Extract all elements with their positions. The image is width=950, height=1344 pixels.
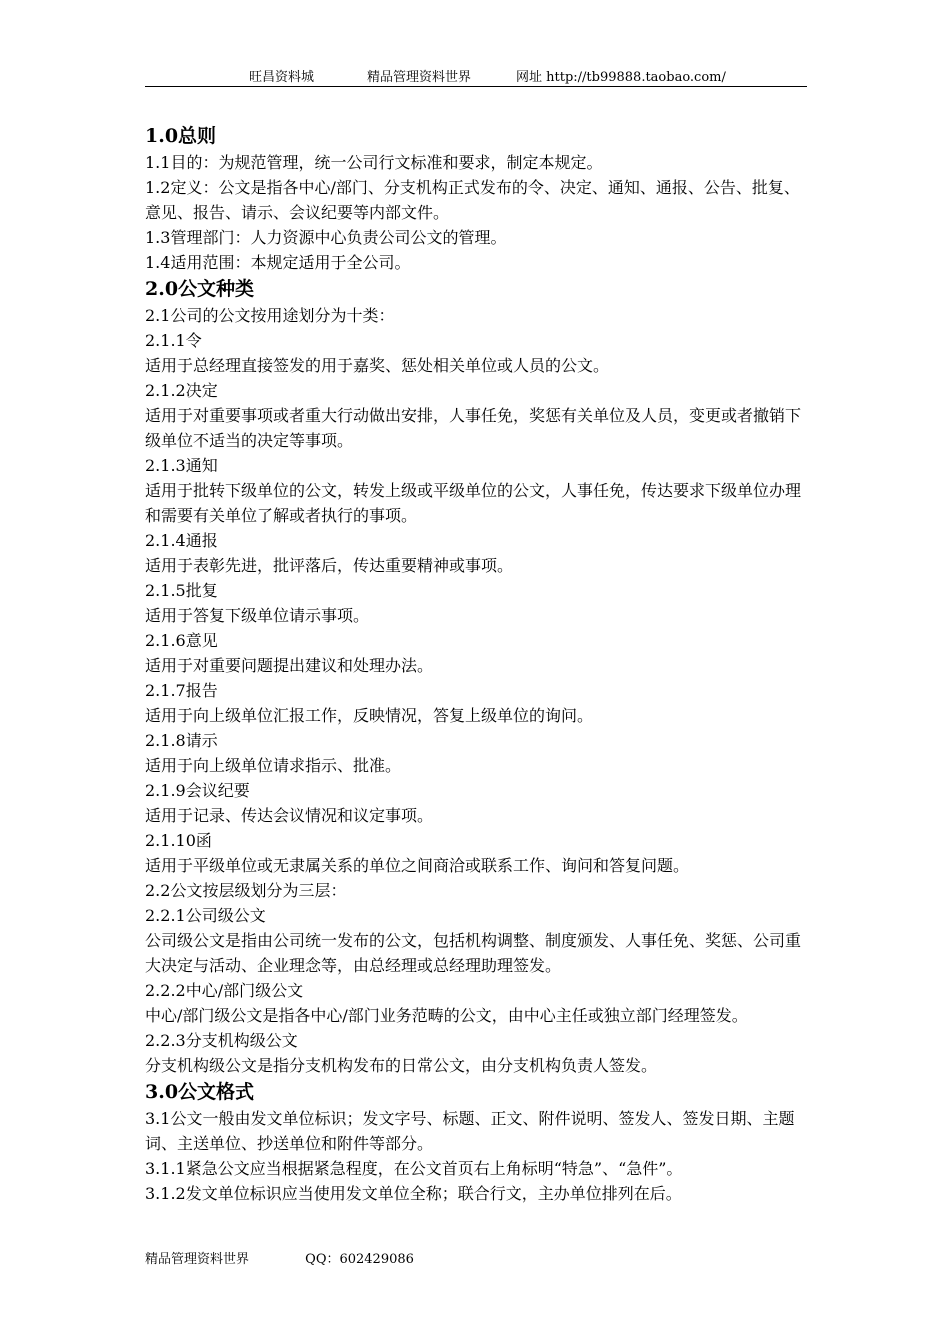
- item-desc: 中心/部门级公文是指各中心/部门业务范畴的公文，由中心主任或独立部门经理签发。: [145, 1006, 748, 1025]
- item-desc: 适用于表彰先进，批评落后，传达重要精神或事项。: [145, 556, 514, 575]
- item-title: 2.1.3通知: [145, 456, 218, 475]
- item-desc: 适用于答复下级单位请示事项。: [145, 606, 370, 625]
- item-title: 2.1.8请示: [145, 731, 218, 750]
- paragraph: 1.3管理部门：人力资源中心负责公司公文的管理。: [145, 228, 507, 247]
- header-slogan: 精品管理资料世界: [367, 70, 472, 85]
- item-title: 2.1.9会议纪要: [145, 781, 250, 800]
- header-url[interactable]: 网址 http://tb99888.taobao.com/: [516, 70, 726, 85]
- item-desc: 分支机构级公文是指分支机构发布的日常公文，由分支机构负责人签发。: [145, 1056, 658, 1075]
- item-desc: 适用于向上级单位请求指示、批准。: [145, 756, 402, 775]
- section-3-title: 3.0公文格式: [145, 1081, 255, 1103]
- page-footer: [145, 1248, 466, 1267]
- footer-slogan: 精品管理资料世界: [145, 1252, 250, 1267]
- paragraph: 3.1公文一般由发文单位标识；发文字号、标题、正文、附件说明、签发人、签发日期、主题词、主送单位、抄送单位和附件等部分。: [145, 1109, 795, 1153]
- paragraph: 1.4适用范围：本规定适用于全公司。: [145, 253, 411, 272]
- item-title: 2.2.2中心/部门级公文: [145, 981, 304, 1000]
- paragraph: 3.1.2发文单位标识应当使用发文单位全称；联合行文，主办单位排列在后。: [145, 1184, 682, 1203]
- item-title: 2.2.3分支机构级公文: [145, 1031, 298, 1050]
- item-desc: 适用于向上级单位汇报工作，反映情况，答复上级单位的询问。: [145, 706, 594, 725]
- item-title: 2.1.7报告: [145, 681, 218, 700]
- section-1-title: 1.0总则: [145, 125, 217, 147]
- item-desc: 适用于对重要事项或者重大行动做出安排，人事任免，奖惩有关单位及人员，变更或者撤销下级单位不适当的决定等事项。: [145, 406, 802, 450]
- item-desc: 适用于对重要问题提出建议和处理办法。: [145, 656, 434, 675]
- item-title: 2.2.1公司级公文: [145, 906, 266, 925]
- document-body: [145, 122, 810, 1206]
- section-2-title: 2.0公文种类: [145, 278, 255, 300]
- header-site-name: 旺昌资料城: [249, 70, 315, 85]
- item-desc: 适用于总经理直接签发的用于嘉奖、惩处相关单位或人员的公文。: [145, 356, 610, 375]
- paragraph: 1.1目的：为规范管理，统一公司行文标准和要求，制定本规定。: [145, 153, 603, 172]
- footer-qq: QQ：602429086: [305, 1252, 414, 1267]
- paragraph: 2.2公文按层级划分为三层：: [145, 881, 347, 900]
- page-header: [145, 66, 807, 87]
- item-desc: 适用于批转下级单位的公文，转发上级或平级单位的公文，人事任免，传达要求下级单位办理和需要有关单位了解或者执行的事项。: [145, 481, 802, 525]
- paragraph: 1.2定义：公文是指各中心/部门、分支机构正式发布的令、决定、通知、通报、公告、批复、意见、报告、请示、会议纪要等内部文件。: [145, 178, 800, 222]
- item-title: 2.1.2决定: [145, 381, 218, 400]
- paragraph: 2.1公司的公文按用途划分为十类：: [145, 306, 395, 325]
- item-title: 2.1.6意见: [145, 631, 218, 650]
- item-desc: 适用于记录、传达会议情况和议定事项。: [145, 806, 434, 825]
- item-title: 2.1.10函: [145, 831, 212, 850]
- item-title: 2.1.4通报: [145, 531, 218, 550]
- item-desc: 适用于平级单位或无隶属关系的单位之间商洽或联系工作、询问和答复问题。: [145, 856, 690, 875]
- item-title: 2.1.1令: [145, 331, 202, 350]
- item-desc: 公司级公文是指由公司统一发布的公文，包括机构调整、制度颁发、人事任免、奖惩、公司重大决定与活动、企业理念等，由总经理或总经理助理签发。: [145, 931, 802, 975]
- item-title: 2.1.5批复: [145, 581, 218, 600]
- paragraph: 3.1.1紧急公文应当根据紧急程度，在公文首页右上角标明“特急”、“急件”。: [145, 1159, 683, 1178]
